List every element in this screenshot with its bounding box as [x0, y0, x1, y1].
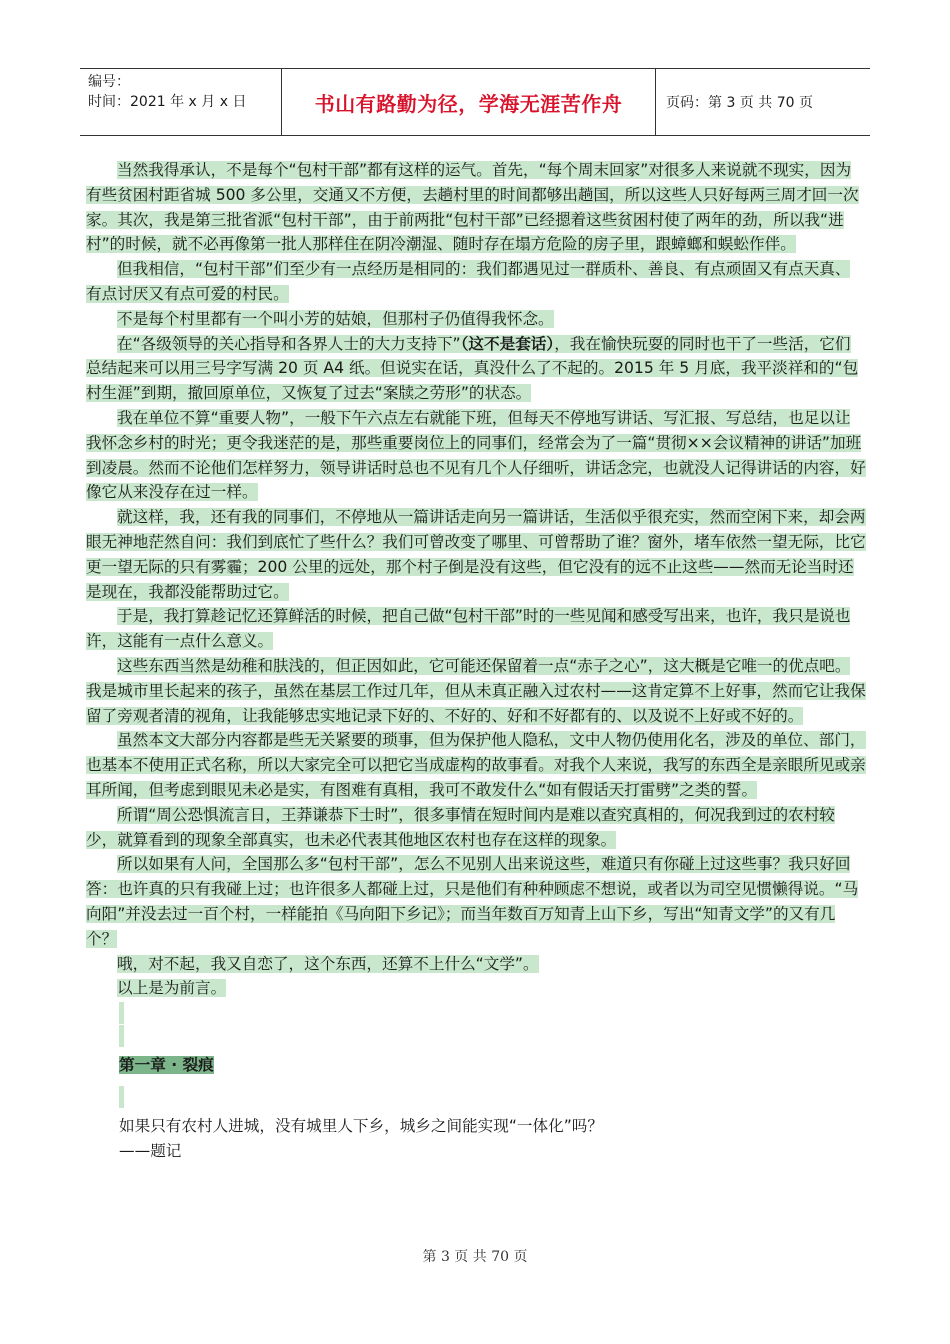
- paragraph: [86, 803, 866, 853]
- epigraph-note: ——题记: [119, 1141, 182, 1160]
- bold-aside: （这不是套话）: [460, 334, 555, 353]
- paragraph-text: 所以如果有人问，全国那么多“包村干部”，怎么不见别人出来说这些，难道只有你碰上过这些事？我只好回答：也许真的只有我碰上过；也许很多人都碰上过，只是他们有种种顾虑不想说，或者以为司空见惯懒得说。“马向阳”并没去过一百个村，一样能拍《马向阳下乡记》；而当年数百万知青上山下乡，写出“知青文学”的又有几个？: [86, 855, 859, 948]
- paragraph: [86, 307, 866, 332]
- time-label: 时间：2021 年 x 月 x 日: [88, 94, 247, 110]
- paragraph-text: 哦，对不起，我又自恋了，这个东西，还算不上什么“文学”。: [117, 954, 539, 973]
- paragraph-text: ，我在愉快玩耍的同时也干了一些活，它们总结起来可以用三号字写满 20 页 A4 纸。但说实在话，真没什么了不起的。2015 年 5 月底，我平淡祥和的“包村生涯”到期，撤回原单位，又恢复了过去“案牍之劳形”的状态。: [86, 334, 859, 403]
- paragraph-text: 但我相信，“包村干部”们至少有一点经历是相同的：我们都遇见过一群质朴、善良、有点顽固又有点天真、有点讨厌又有点可爱的村民。: [86, 260, 851, 303]
- header-motto-cell: [282, 69, 656, 135]
- paragraph: [86, 332, 866, 406]
- empty-line-marker: [119, 1086, 124, 1108]
- chapter-title: 第一章 · 裂痕: [119, 1056, 214, 1075]
- paragraph: [86, 654, 866, 728]
- paragraph: [86, 952, 866, 977]
- epigraph: 如果只有农村人进城，没有城里人下乡，城乡之间能实现“一体化”吗？: [119, 1116, 603, 1135]
- paragraph: [86, 852, 866, 951]
- paragraph-text: 所谓“周公恐惧流言日，王莽谦恭下士时”，很多事情在短时间内是难以查究真相的，何况我到过的农村较少，就算看到的现象全部真实，也未必代表其他地区农村也存在这样的现象。: [86, 805, 835, 849]
- page-info: 页码：第 3 页 共 70 页: [666, 95, 813, 111]
- header-page-info: [656, 69, 870, 135]
- motto: 书山有路勤为径，学海无涯苦作舟: [314, 91, 623, 116]
- paragraph-text: 这些东西当然是幼稚和肤浅的，但正因如此，它可能还保留着一点“赤子之心”，这大概是它唯一的优点吧。我是城市里长起来的孩子，虽然在基层工作过几年，但从未真正融入过农村——这肯定算不上好事，然而它让我保留了旁观者清的视角，让我能够忠实地记录下好的、不好的、好和不好都有的、以及说不上好或不好的。: [86, 656, 866, 725]
- empty-line-marker: [119, 1002, 124, 1024]
- paragraph: [86, 406, 866, 505]
- paragraph-text: 虽然本文大部分内容都是些无关紧要的琐事，但为保护他人隐私，文中人物仍使用化名，涉及的单位、部门，也基本不使用正式名称，所以大家完全可以把它当成虚构的故事看。对我个人来说，我写的东西全是亲眼所见或亲耳所闻，但考虑到眼见未必是实，有图难有真相，我可不敢发什么“如有假话天打雷劈”之类的誓。: [86, 731, 866, 799]
- paragraph-text: 于是，我打算趁记忆还算鲜活的时候，把自己做“包村干部”时的一些见闻和感受写出来，也许，我只是说也许，这能有一点什么意义。: [86, 607, 851, 651]
- paragraph-text: 当然我得承认，不是每个“包村干部”都有这样的运气。首先，“每个周末回家”对很多人来说就不现实，因为有些贫困村距省城 500 多公里，交通又不方便，去趟村里的时间都够出趟国，所以这些人只好每两三周才回一次家。其次，我是第三批省派“包村干部”，由于前两批“包村干部”已经摁着这些贫困村使了两年的劲，所以我“进村”的时候，就不必再像第一批人那样住在阴冷潮湿、随时存在塌方危险的房子里，跟蟑螂和蜈蚣作伴。: [86, 161, 859, 254]
- paragraph-text: 在“各级领导的关心指导和各界人士的大力支持下”: [117, 334, 461, 353]
- number-label: 编号：: [88, 74, 130, 90]
- paragraph-text: 我在单位不算“重要人物”，一般下午六点左右就能下班，但每天不停地写讲话、写汇报、写总结，也足以让我怀念乡村的时光；更令我迷茫的是，那些重要岗位上的同事们，经常会为了一篇“贯彻××会议精神的讲话”加班到凌晨。然而不论他们怎样努力，领导讲话时总也不见有几个人仔细听，讲话念完，也就没人记得讲话的内容，好像它从来没存在过一样。: [86, 408, 866, 502]
- paragraph: [86, 976, 866, 1001]
- paragraph: [86, 257, 866, 307]
- paragraph: [86, 158, 866, 257]
- page-header: [80, 68, 870, 136]
- paragraph: [86, 505, 866, 604]
- chapter-heading: [119, 1053, 866, 1078]
- document-body: [86, 158, 866, 1163]
- paragraph-text: 不是每个村里都有一个叫小芳的姑娘，但那村子仍值得我怀念。: [117, 309, 554, 328]
- paragraph-text: 就这样，我，还有我的同事们，不停地从一篇讲话走向另一篇讲话，生活似乎很充实，然而空闲下来，却会两眼无神地茫然自问：我们到底忙了些什么？我们可曾改变了哪里、可曾帮助了谁？窗外，堵车依然一望无际，比它更一望无际的只有雾霾；200 公里的远处，那个村子倒是没有这些，但它没有的远不止这些——然而无论当时还是现在，我都没能帮助过它。: [86, 508, 866, 601]
- paragraph: [86, 604, 866, 654]
- header-meta: [80, 69, 282, 135]
- empty-line-marker: [119, 1025, 124, 1047]
- paragraph-text: 以上是为前言。: [117, 979, 227, 998]
- page-footer: 第 3 页 共 70 页: [422, 1249, 528, 1265]
- paragraph: [86, 728, 866, 802]
